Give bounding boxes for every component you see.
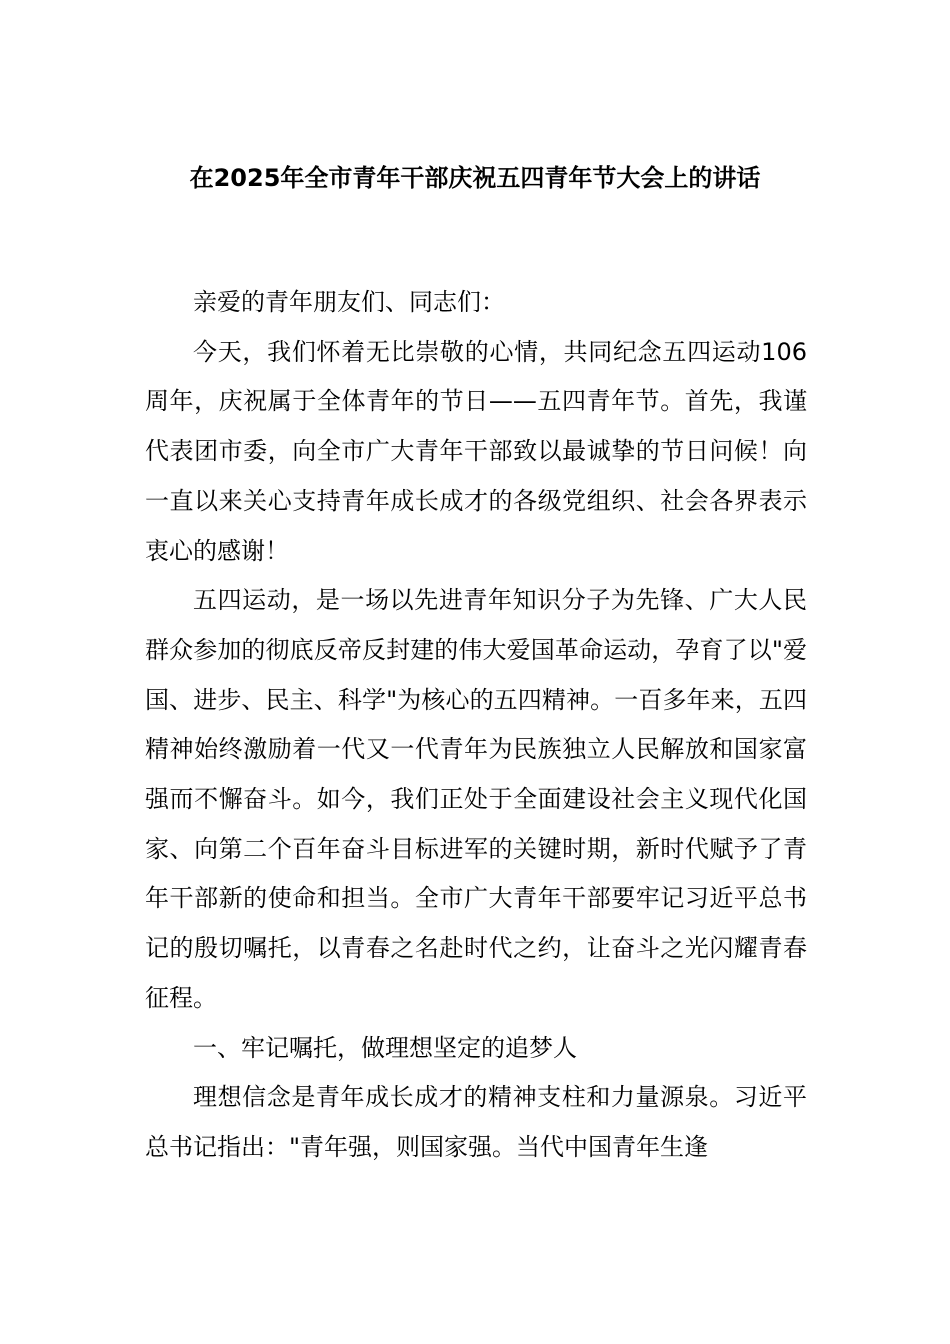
document-body xyxy=(145,278,807,1173)
salutation-paragraph: 亲爱的青年朋友们、同志们： xyxy=(193,288,505,316)
document-title: 在2025年全市青年干部庆祝五四青年节大会上的讲话 xyxy=(189,164,761,192)
may-fourth-paragraph: 五四运动，是一场以先进青年知识分子为先锋、广大人民群众参加的彻底反帝反封建的伟大爱国革命运动，孕育了以"爱国、进步、民主、科学"为核心的五四精神。一百多年来，五四精神始终激励着一代又一代青年为民族独立人民解放和国家富强而不懈奋斗。如今，我们正处于全面建设社会主义现代化国家、向第二个百年奋斗目标进军的关键时期，新时代赋予了青年干部新的使命和担当。全市广大青年干部要牢记习近平总书记的殷切嘱托，以青春之名赴时代之约，让奋斗之光闪耀青春征程。 xyxy=(145,586,807,1012)
opening-paragraph: 今天，我们怀着无比崇敬的心情，共同纪念五四运动106周年，庆祝属于全体青年的节日——五四青年节。首先，我谨代表团市委，向全市广大青年干部致以最诚挚的节日问候！向一直以来关心支持青年成长成才的各级党组织、社会各界表示衷心的感谢！ xyxy=(145,337,807,565)
section-heading-1: 一、牢记嘱托，做理想坚定的追梦人 xyxy=(193,1033,577,1062)
ideals-paragraph: 理想信念是青年成长成才的精神支柱和力量源泉。习近平总书记指出："青年强，则国家强。当代中国青年生逢 xyxy=(145,1083,807,1161)
